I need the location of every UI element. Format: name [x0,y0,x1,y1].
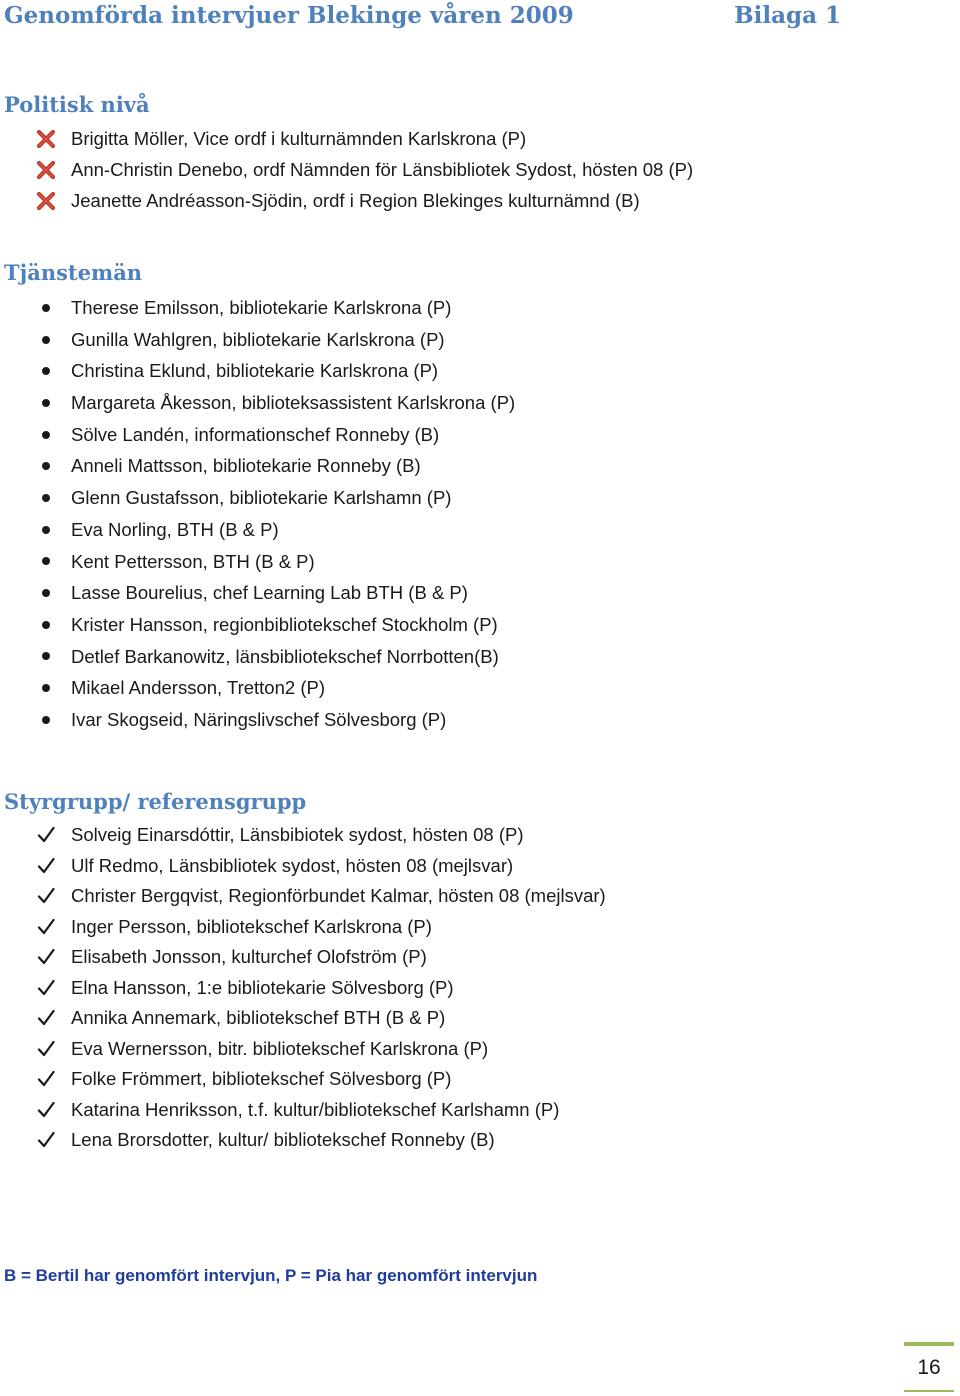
checkmark-icon [37,887,55,905]
checkmark-icon [37,1009,55,1027]
list-item-text: Katarina Henriksson, t.f. kultur/bibliotekschef Karlshamn (P) [71,1098,560,1120]
bullet-dot-icon [42,431,50,439]
list-marker [34,881,58,912]
list-item [34,973,606,1004]
red-cross-icon [36,161,56,179]
list-marker [34,387,58,419]
checkmark-icon [37,857,55,875]
list-item [34,672,515,704]
section-heading-politisk: Politisk nivå [4,92,150,117]
list-marker [34,482,58,514]
list-marker [34,355,58,387]
list-marker [34,820,58,851]
list-item-text: Ann-Christin Denebo, ordf Nämnden för Länsbibliotek Sydost, hösten 08 (P) [71,159,694,180]
legend-footnote: B = Bertil har genomfört intervjun, P = Pia har genomfört intervjun [4,1266,538,1285]
bullet-dot-icon [42,621,50,629]
list-item [34,1003,606,1034]
bullet-dot-icon [42,716,50,724]
list-item-text: Lena Brorsdotter, kultur/ bibliotekschef Ronneby (B) [71,1129,495,1150]
list-item-text: Christina Eklund, bibliotekarie Karlskrona (P) [71,360,439,382]
list-marker [34,973,58,1004]
appendix-label: Bilaga 1 [734,2,841,29]
list-item [34,450,515,482]
list-marker [34,546,58,578]
list-marker [34,292,58,324]
bullet-dot-icon [42,367,50,375]
list-item [34,641,515,673]
bullet-dot-icon [42,462,50,470]
list-item [34,942,606,973]
list-item [34,154,693,185]
page-number-text: 16 [917,1356,941,1379]
list-item [34,704,515,736]
bullet-dot-icon [42,557,50,565]
list-marker [34,1003,58,1034]
list-item [34,123,693,154]
list-item [34,820,606,851]
list-item-text: Elna Hansson, 1:e bibliotekarie Sölvesborg (P) [71,976,454,998]
bullet-dot-icon [42,589,50,597]
list-item [34,546,515,578]
checkmark-icon [37,1131,55,1149]
bullet-dot-icon [42,652,50,660]
document-title: Genomförda intervjuer Blekinge våren 2009 [4,2,574,29]
list-item [34,185,693,216]
list-item-text: Brigitta Möller, Vice ordf i kulturnämnden Karlskrona (P) [71,128,527,149]
list-item-text: Christer Bergqvist, Regionförbundet Kalmar, hösten 08 (mejlsvar) [71,885,606,906]
list-item-text: Kent Pettersson, BTH (B & P) [71,550,315,572]
red-cross-icon [36,130,56,148]
list-item [34,609,515,641]
list-marker [34,912,58,943]
list-item-text: Glenn Gustafsson, bibliotekarie Karlshamn (P) [71,487,452,509]
list-marker [34,1034,58,1065]
list-marker [34,942,58,973]
list-item-text: Eva Norling, BTH (B & P) [71,518,279,540]
politisk-list [34,123,693,216]
list-marker [34,577,58,609]
list-marker [34,1064,58,1095]
bullet-dot-icon [42,684,50,692]
list-item-text: Folke Frömmert, bibliotekschef Sölvesborg (P) [71,1068,452,1089]
list-marker [34,514,58,546]
list-marker [34,1125,58,1156]
list-marker [34,641,58,673]
list-item [34,851,606,882]
list-item-text: Annika Annemark, bibliotekschef BTH (B & P) [71,1007,446,1028]
list-item [34,387,515,419]
list-item-text: Mikael Andersson, Tretton2 (P) [71,677,325,699]
list-item [34,1064,606,1095]
list-item-text: Ulf Redmo, Länsbibliotek sydost, hösten 08 (mejlsvar) [71,854,514,876]
checkmark-icon [37,1070,55,1088]
list-marker [34,609,58,641]
list-item-text: Solveig Einarsdóttir, Länsbibiotek sydost, hösten 08 (P) [71,824,524,845]
list-item [34,355,515,387]
list-item [34,912,606,943]
list-item-text: Therese Emilsson, bibliotekarie Karlskrona (P) [71,297,452,318]
section-heading-styrgrupp: Styrgrupp/ referensgrupp [4,789,307,814]
bullet-dot-icon [42,336,50,344]
list-item-text: Elisabeth Jonsson, kulturchef Olofström (P) [71,946,427,967]
list-marker [34,672,58,704]
checkmark-icon [37,1101,55,1119]
list-marker [34,419,58,451]
list-item-text: Ivar Skogseid, Näringslivschef Sölvesborg (P) [71,708,447,730]
list-item-text: Eva Wernersson, bitr. bibliotekschef Karlskrona (P) [71,1037,489,1059]
checkmark-icon [37,979,55,997]
list-item [34,1125,606,1156]
list-item [34,419,515,451]
checkmark-icon [37,826,55,844]
list-item [34,324,515,356]
list-item [34,514,515,546]
list-item-text: Margareta Åkesson, biblioteksassistent Karlskrona (P) [71,392,516,414]
list-item-text: Lasse Bourelius, chef Learning Lab BTH (B & P) [71,582,468,604]
section-heading-tjansteman: Tjänstemän [4,260,143,285]
checkmark-icon [37,948,55,966]
list-item [34,577,515,609]
list-item [34,881,606,912]
red-cross-icon [36,192,56,210]
bullet-dot-icon [42,399,50,407]
list-marker [34,1095,58,1126]
list-marker [34,450,58,482]
list-marker [34,185,58,216]
page-number [904,1342,954,1392]
list-item [34,292,515,324]
bullet-dot-icon [42,526,50,534]
list-item-text: Jeanette Andréasson-Sjödin, ordf i Region Blekinges kulturnämnd (B) [71,190,640,211]
list-item [34,482,515,514]
list-marker [34,851,58,882]
checkmark-icon [37,918,55,936]
bullet-dot-icon [42,494,50,502]
tjansteman-list [34,292,515,736]
list-marker [34,154,58,185]
list-item [34,1034,606,1065]
list-item [34,1095,606,1126]
list-item-text: Inger Persson, bibliotekschef Karlskrona (P) [71,915,432,937]
bullet-dot-icon [42,304,50,312]
list-item-text: Detlef Barkanowitz, länsbibliotekschef Norrbotten(B) [71,645,499,667]
list-item-text: Anneli Mattsson, bibliotekarie Ronneby (B) [71,455,421,477]
styrgrupp-list [34,820,606,1156]
list-item-text: Sölve Landén, informationschef Ronneby (B) [71,423,440,445]
list-marker [34,324,58,356]
list-item-text: Krister Hansson, regionbibliotekschef Stockholm (P) [71,613,498,635]
checkmark-icon [37,1040,55,1058]
list-item-text: Gunilla Wahlgren, bibliotekarie Karlskrona (P) [71,328,445,350]
list-marker [34,704,58,736]
list-marker [34,123,58,154]
